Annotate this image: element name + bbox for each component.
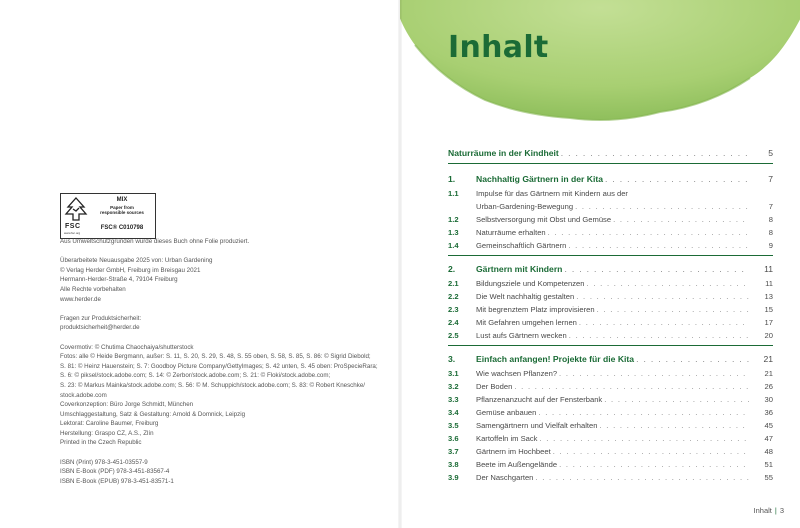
- imprint-line: Fragen zur Produktsicherheit:: [60, 314, 142, 322]
- toc-entry-title: Gemeinschaftlich Gärtnern: [476, 241, 567, 250]
- toc-entry[interactable]: [448, 200, 773, 213]
- toc-entry[interactable]: [448, 432, 773, 445]
- toc-entry[interactable]: [448, 147, 773, 160]
- imprint-line: Fotos: alle © Heide Bergmann, außer: S. 11, S. 20, S. 29, S. 48, S. 55 oben, S. 58, S. 85, S. 86: © Sigrid Diebold;: [60, 353, 371, 361]
- imprint-gap: [60, 333, 380, 343]
- imprint-line: produktsicherheit@herder.de: [60, 324, 140, 332]
- toc-entry-page: 47: [764, 434, 773, 443]
- toc-entry-number: 3.3: [448, 395, 459, 404]
- imprint-line: Hermann-Herder-Straße 4, 79104 Freiburg: [60, 276, 178, 284]
- toc-entry[interactable]: [448, 458, 773, 471]
- toc-entry-number: 2.: [448, 264, 456, 274]
- toc-entry-line: [476, 329, 773, 342]
- imprint-line: stock.adobe.com: [60, 391, 107, 399]
- imprint-line: Printed in the Czech Republic: [60, 439, 142, 447]
- toc-leader-dots: [564, 263, 749, 276]
- toc-entry-line: [476, 213, 773, 226]
- toc-entry[interactable]: [448, 329, 773, 342]
- imprint-gap: [60, 304, 380, 314]
- toc-entry-line: [476, 406, 773, 419]
- toc-divider: [448, 345, 773, 346]
- toc-entry[interactable]: [448, 393, 773, 406]
- toc-entry-page: 36: [764, 408, 773, 417]
- toc-entry-line: [476, 458, 773, 471]
- toc-entry[interactable]: [448, 406, 773, 419]
- toc-entry-title: Beete im Außengelände: [476, 460, 558, 469]
- toc-leader-dots: [561, 147, 749, 160]
- toc-entry-line: [476, 173, 773, 186]
- toc-entry-title: Bildungsziele und Kompetenzen: [476, 279, 585, 288]
- toc-entry[interactable]: [448, 316, 773, 329]
- toc-entry-page: 51: [764, 460, 773, 469]
- toc-entry[interactable]: [448, 419, 773, 432]
- toc-leader-dots: [604, 393, 749, 406]
- toc-entry[interactable]: [448, 187, 773, 200]
- toc-entry-number: 3.1: [448, 369, 459, 378]
- toc-leader-dots: [539, 432, 749, 445]
- toc-leader-dots: [576, 290, 749, 303]
- toc-entry-title: Gärtnern mit Kindern: [476, 264, 563, 274]
- toc-leader-dots: [535, 471, 749, 484]
- fsc-paper-line: Paper from: [110, 205, 134, 210]
- toc-entry-number: 3.8: [448, 460, 459, 469]
- toc-entry[interactable]: [448, 367, 773, 380]
- toc-entry-page: 20: [764, 331, 773, 340]
- toc-leader-dots: [559, 367, 749, 380]
- toc-divider: [448, 255, 773, 256]
- fsc-brand: FSC: [65, 223, 81, 230]
- imprint-gap: [60, 448, 380, 458]
- toc-entry-number: 2.5: [448, 331, 459, 340]
- toc-entry-title: Pflanzenanzucht auf der Fensterbank: [476, 395, 603, 404]
- toc-entry-page: 45: [764, 421, 773, 430]
- fsc-code: FSC® C010798: [100, 225, 144, 231]
- toc-entry-number: 3.4: [448, 408, 459, 417]
- toc-entry-title: Naturräume in der Kindheit: [448, 148, 559, 158]
- toc-entry-line: [476, 226, 773, 239]
- toc-entry-number: 1.1: [448, 189, 459, 198]
- footer-section: Inhalt: [753, 506, 772, 515]
- page-footer: [754, 506, 784, 515]
- toc-entry-number: 3.2: [448, 382, 459, 391]
- imprint-line: Umschlaggestaltung, Satz & Gestaltung: Arnold & Domnick, Leipzig: [60, 410, 246, 418]
- page-number: 3: [779, 506, 784, 515]
- toc-entry-page: 30: [764, 395, 773, 404]
- toc-entry-title: Gemüse anbauen: [476, 408, 537, 417]
- toc-entry-page: 7: [768, 174, 773, 184]
- page-title: Inhalt: [448, 30, 549, 65]
- toc-entry-page: 48: [764, 447, 773, 456]
- toc-entry-line: [476, 432, 773, 445]
- toc-entry-title: Die Welt nachhaltig gestalten: [476, 292, 575, 301]
- toc-entry[interactable]: [448, 173, 773, 186]
- fsc-paper-line: responsible sources: [100, 210, 144, 215]
- toc-entry-page: 9: [768, 241, 773, 250]
- toc-leader-dots: [613, 213, 749, 226]
- toc-entry-page: 8: [768, 228, 773, 237]
- fsc-logo: [60, 193, 156, 239]
- toc-leader-dots: [559, 458, 749, 471]
- toc-entry-title: Mit Gefahren umgehen lernen: [476, 318, 577, 327]
- right-page-contents: [400, 0, 800, 528]
- toc-leader-dots: [553, 445, 749, 458]
- toc-entry-number: 1.3: [448, 228, 459, 237]
- imprint-gap: [60, 247, 380, 257]
- toc-entry-line: [476, 393, 773, 406]
- toc-entry-number: 1.4: [448, 241, 459, 250]
- toc-entry-number: 3.5: [448, 421, 459, 430]
- imprint-line: ISBN E-Book (EPUB) 978-3-451-83571-1: [60, 477, 174, 485]
- toc-entry[interactable]: [448, 213, 773, 226]
- toc-entry-line: [476, 187, 773, 200]
- toc-leader-dots: [599, 419, 749, 432]
- toc-entry[interactable]: [448, 277, 773, 290]
- toc-entry[interactable]: [448, 239, 773, 252]
- toc-entry-line: [476, 277, 773, 290]
- toc-entry-line: [476, 200, 773, 213]
- imprint-line: Lektorat: Caroline Baumer, Freiburg: [60, 420, 159, 428]
- toc-entry-number: 2.4: [448, 318, 459, 327]
- book-gutter: [398, 0, 402, 528]
- fsc-tree-icon: [64, 197, 88, 223]
- fsc-mix: MIX: [116, 197, 128, 203]
- toc-entry-title: Der Naschgarten: [476, 473, 534, 482]
- toc-entry-title: Samengärtnern und Vielfalt erhalten: [476, 421, 598, 430]
- toc-entry-title: Selbstversorgung mit Obst und Gemüse: [476, 215, 612, 224]
- toc-entry-title: Einfach anfangen! Projekte für die Kita: [476, 354, 635, 364]
- imprint-line: Coverkonzeption: Büro Jorge Schmidt, München: [60, 401, 194, 409]
- imprint-line: www.herder.de: [60, 295, 101, 303]
- imprint-line: Covermotiv: © Chutima Chaochaiya/shutterstock: [60, 343, 194, 351]
- toc-entry-number: 1.2: [448, 215, 459, 224]
- toc-entry-number: 2.1: [448, 279, 459, 288]
- toc-entry-number: 2.3: [448, 305, 459, 314]
- toc-entry[interactable]: [448, 263, 773, 276]
- toc-entry[interactable]: [448, 445, 773, 458]
- toc-leader-dots: [569, 329, 749, 342]
- toc-entry-page: 26: [764, 382, 773, 391]
- toc-entry-page: 7: [768, 202, 773, 211]
- toc-entry-line: [448, 147, 773, 160]
- toc-entry-page: 17: [764, 318, 773, 327]
- watercolor-blob: [400, 0, 800, 130]
- toc-entry-title: Lust aufs Gärtnern wecken: [476, 331, 567, 340]
- toc-entry-title: Mit begrenztem Platz improvisieren: [476, 305, 595, 314]
- toc-entry-line: [476, 263, 773, 276]
- toc-entry-number: 3.7: [448, 447, 459, 456]
- toc-entry[interactable]: [448, 353, 773, 366]
- toc-entry-page: 21: [764, 369, 773, 378]
- toc-leader-dots: [605, 173, 749, 186]
- toc-divider: [448, 163, 773, 164]
- toc-entry-title: Naturräume erhalten: [476, 228, 546, 237]
- imprint-line: S. 81: © Heinz Hauenstein; S. 7: Goodboy Picture Company/GettyImages; S. 42 unten, S. 45 oben: ProSpecieRara;: [60, 362, 378, 370]
- toc-entry-title: Kartoffeln im Sack: [476, 434, 538, 443]
- toc-entry-line: [476, 367, 773, 380]
- toc-leader-dots: [579, 316, 749, 329]
- toc-entry-page: 55: [764, 473, 773, 482]
- toc-entry-line: [476, 353, 773, 366]
- toc-leader-dots: [538, 406, 749, 419]
- toc-entry-number: 3.9: [448, 473, 459, 482]
- toc-leader-dots: [597, 303, 749, 316]
- toc-entry-title: Urban-Gardening-Bewegung: [476, 202, 574, 211]
- toc-leader-dots: [587, 277, 750, 290]
- toc-entry[interactable]: [448, 303, 773, 316]
- toc-entry-page: 21: [763, 354, 773, 364]
- toc-entry-page: 13: [764, 292, 773, 301]
- fsc-paper-text: [91, 205, 153, 215]
- toc-leader-dots: [514, 380, 749, 393]
- toc-leader-dots: [575, 200, 749, 213]
- toc-entry-line: [476, 380, 773, 393]
- toc-entry-title: Der Boden: [476, 382, 513, 391]
- imprint-line: Aus Umweltschutzgründen wurde dieses Buch ohne Folie produziert.: [60, 238, 250, 245]
- imprint-line: ISBN E-Book (PDF) 978-3-451-83567-4: [60, 468, 170, 476]
- imprint-line: Überarbeitete Neuausgabe 2025 von: Urban Gardening: [60, 257, 213, 265]
- toc-entry-number: 1.: [448, 174, 456, 184]
- imprint-line: Herstellung: Graspo CZ, A.S., Zlín: [60, 429, 154, 437]
- toc-entry-title: Wie wachsen Pflanzen?: [476, 369, 558, 378]
- toc-entry-line: [476, 471, 773, 484]
- footer-separator: |: [774, 506, 777, 515]
- toc-entry-line: [476, 445, 773, 458]
- imprint-line: S. 23: © Markus Mainka/stock.adobe.com; S. 56: © M. Schuppich/stock.adobe.com; S. 83: © Robert Kneschke/: [60, 381, 365, 389]
- toc-entry-page: 11: [764, 264, 773, 274]
- toc-entry-line: [476, 419, 773, 432]
- imprint-text: [60, 237, 380, 486]
- toc-entry-page: 15: [764, 305, 773, 314]
- toc-entry[interactable]: [448, 380, 773, 393]
- imprint-line: S. 6: © piksel/stock.adobe.com; S. 14: © Zerbor/stock.adobe.com; S. 21: © Floki/stock.adobe.com;: [60, 372, 331, 380]
- toc-entry-title: Impulse für das Gärtnern mit Kindern aus der: [476, 189, 628, 198]
- toc-leader-dots: [568, 239, 749, 252]
- toc-entry-line: [476, 303, 773, 316]
- toc-entry[interactable]: [448, 290, 773, 303]
- toc-entry-page: 11: [765, 279, 773, 288]
- toc-entry[interactable]: [448, 471, 773, 484]
- toc-entry-line: [476, 316, 773, 329]
- toc-entry-number: 3.6: [448, 434, 459, 443]
- toc-entry-number: 2.2: [448, 292, 459, 301]
- toc-entry-title: Nachhaltig Gärtnern in der Kita: [476, 174, 604, 184]
- toc-entry-page: 5: [768, 148, 773, 158]
- toc-entry-line: [476, 290, 773, 303]
- toc-entry-page: 8: [768, 215, 773, 224]
- fsc-url: www.fsc.org: [64, 231, 81, 235]
- toc-entry-number: 3.: [448, 354, 456, 364]
- toc-leader-dots: [636, 353, 749, 366]
- toc-entry-title: Gärtnern im Hochbeet: [476, 447, 551, 456]
- imprint-line: © Verlag Herder GmbH, Freiburg im Breisgau 2021: [60, 266, 201, 274]
- imprint-line: ISBN (Print) 978-3-451-03557-9: [60, 458, 148, 466]
- toc-entry[interactable]: [448, 226, 773, 239]
- imprint-line: Alle Rechte vorbehalten: [60, 285, 126, 293]
- toc-entry-line: [476, 239, 773, 252]
- toc-leader-dots: [548, 226, 749, 239]
